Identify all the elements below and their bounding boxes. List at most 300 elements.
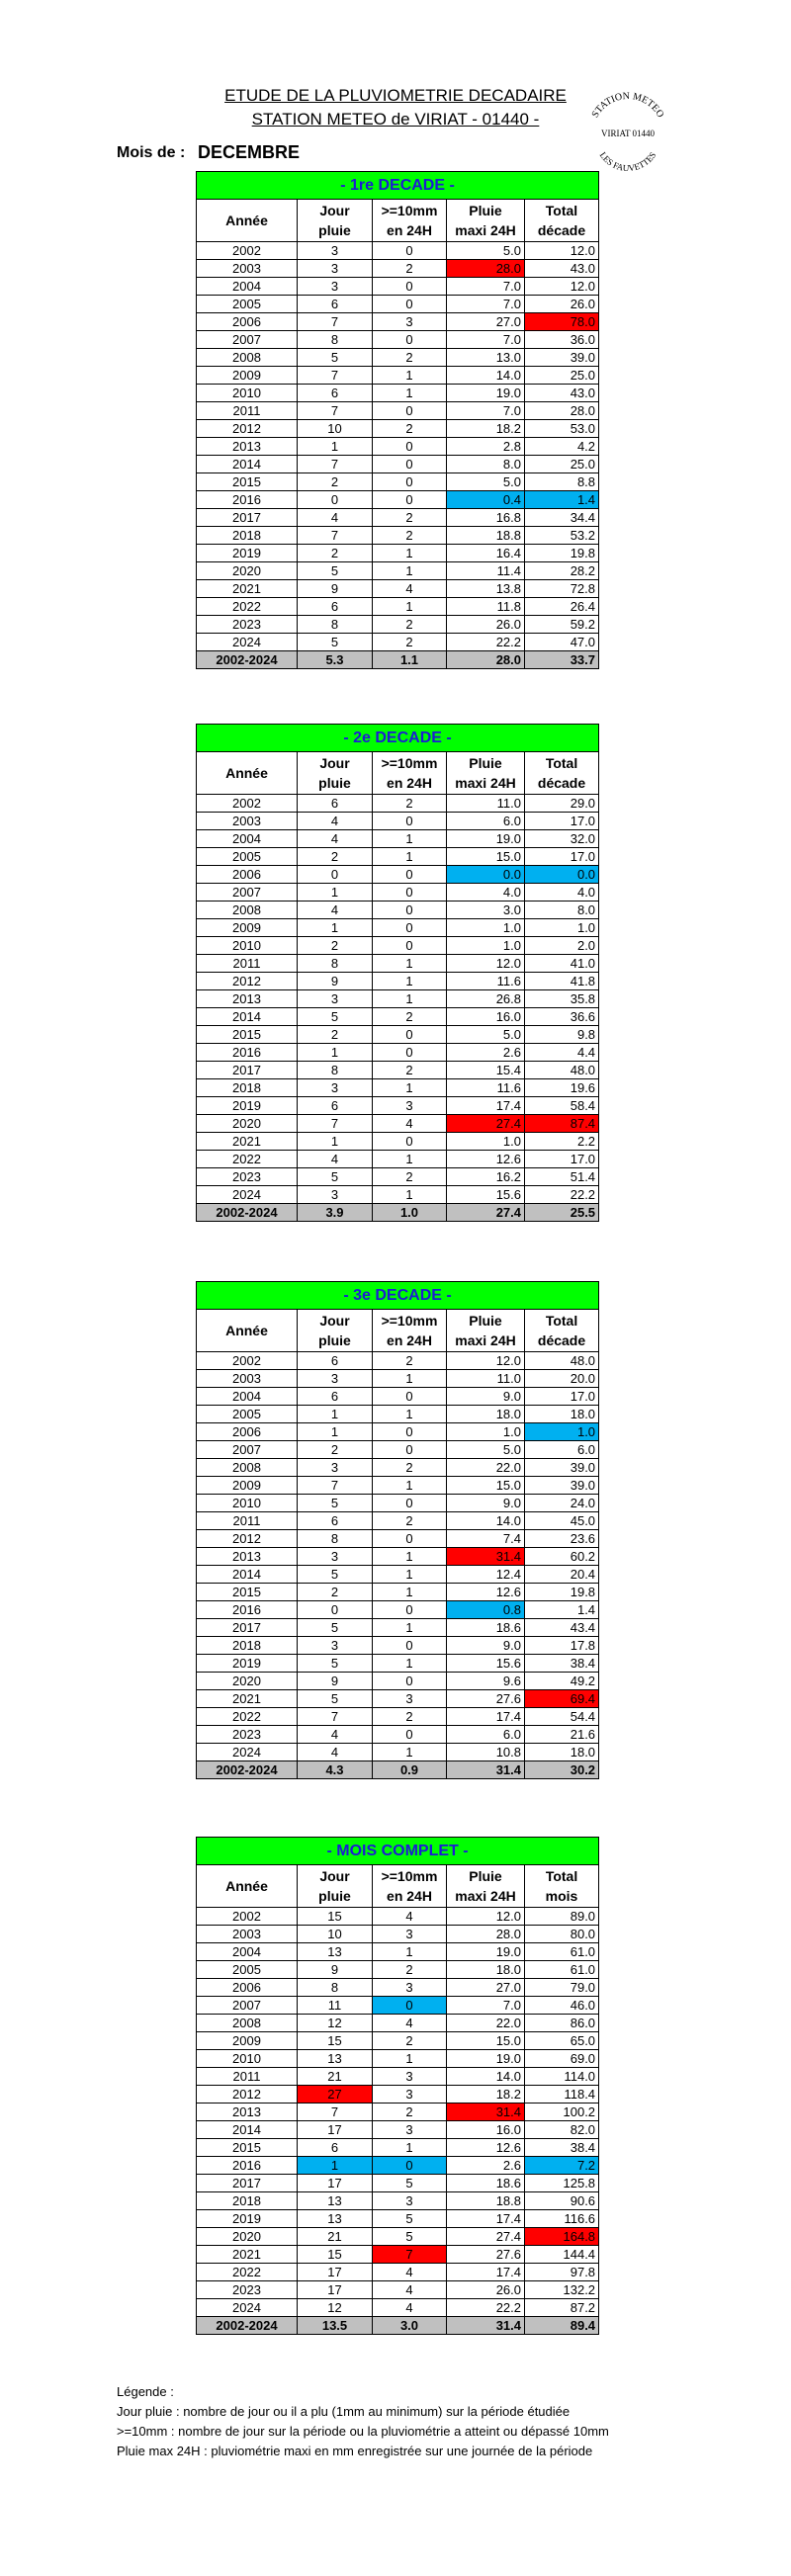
- cell-jour-pluie: 13: [298, 2050, 373, 2068]
- cell-pluie-max: 12.6: [447, 1584, 525, 1601]
- table-row: [197, 1133, 599, 1151]
- cell-ge-10mm: 0: [373, 296, 447, 313]
- table-row: [197, 349, 599, 367]
- cell-total: 118.4: [525, 2086, 599, 2104]
- cell-pluie-max: 7.0: [447, 296, 525, 313]
- header-total: [525, 752, 599, 795]
- table-row: [197, 1406, 599, 1423]
- cell-total: 17.0: [525, 848, 599, 866]
- cell-ge-10mm: 2: [373, 616, 447, 634]
- cell-ge-10mm: 0: [373, 491, 447, 509]
- cell-ge-10mm: 2: [373, 2032, 447, 2050]
- cell-pluie-max: 1.0: [447, 1133, 525, 1151]
- table-row: [197, 902, 599, 919]
- average-row: [197, 1204, 599, 1222]
- cell-ge-10mm: 3: [373, 2086, 447, 2104]
- table-row: [197, 2210, 599, 2228]
- header-jour-pluie: [298, 1865, 373, 1908]
- cell-jour-pluie: 21: [298, 2068, 373, 2086]
- table-row: [197, 884, 599, 902]
- cell-annee: 2009: [197, 367, 298, 385]
- cell-total: 18.0: [525, 1744, 599, 1761]
- cell-pluie-max: 26.0: [447, 616, 525, 634]
- cell-pluie-max: 9.0: [447, 1495, 525, 1512]
- cell-annee: 2015: [197, 1026, 298, 1044]
- cell-jour-pluie: 11: [298, 1997, 373, 2015]
- svg-text:VIRIAT 01440: VIRIAT 01440: [600, 129, 656, 138]
- cell-ge-10mm: 2: [373, 260, 447, 278]
- cell-total: 60.2: [525, 1548, 599, 1566]
- table-row: [197, 420, 599, 438]
- cell-annee: 2020: [197, 2228, 298, 2246]
- cell-annee: 2002: [197, 242, 298, 260]
- cell-total: 59.2: [525, 616, 599, 634]
- cell-pluie-max: 15.6: [447, 1186, 525, 1204]
- rain-table: [196, 171, 599, 669]
- table-row: [197, 848, 599, 866]
- cell-ge-10mm: 3: [373, 313, 447, 331]
- cell-total: 43.4: [525, 1619, 599, 1637]
- header-ge-10mm: [373, 1310, 447, 1352]
- cell-jour-pluie: 7: [298, 2104, 373, 2121]
- cell-total: 87.4: [525, 1115, 599, 1133]
- header-annee: [197, 200, 298, 242]
- cell-jour-pluie: 27: [298, 2086, 373, 2104]
- cell-annee: 2009: [197, 1477, 298, 1495]
- cell-total: 48.0: [525, 1352, 599, 1370]
- cell-annee: 2011: [197, 1512, 298, 1530]
- cell-total: 2.0: [525, 937, 599, 955]
- cell-pluie-max: 7.0: [447, 278, 525, 296]
- cell-pluie-max: 18.8: [447, 2192, 525, 2210]
- cell-ge-10mm: 0: [373, 937, 447, 955]
- cell-total: 90.6: [525, 2192, 599, 2210]
- table-row: [197, 1673, 599, 1690]
- cell-jour-pluie: 1: [298, 919, 373, 937]
- cell-ge-10mm: 4: [373, 2264, 447, 2281]
- cell-jour-pluie: 9: [298, 1673, 373, 1690]
- cell-ge-10mm: 0: [373, 1388, 447, 1406]
- header-total: [525, 1865, 599, 1908]
- cell-total: 116.6: [525, 2210, 599, 2228]
- cell-jour-pluie: 9: [298, 973, 373, 990]
- cell-total: 38.4: [525, 1655, 599, 1673]
- cell-jour-pluie: 10: [298, 420, 373, 438]
- legend: [117, 2382, 609, 2461]
- section-title: - 3e DECADE -: [197, 1282, 599, 1310]
- cell-pluie-max: 18.6: [447, 1619, 525, 1637]
- cell-annee: 2007: [197, 884, 298, 902]
- cell-annee: 2011: [197, 402, 298, 420]
- section-title: - 1re DECADE -: [197, 172, 599, 200]
- cell-jour-pluie: 0: [298, 491, 373, 509]
- cell-pluie-max: 15.6: [447, 1655, 525, 1673]
- table-row: [197, 1441, 599, 1459]
- cell-total: 0.0: [525, 866, 599, 884]
- cell-annee: 2015: [197, 2139, 298, 2157]
- cell-annee: 2024: [197, 1186, 298, 1204]
- table-row: [197, 1026, 599, 1044]
- cell-pluie-max: 13.0: [447, 349, 525, 367]
- cell-annee: 2010: [197, 1495, 298, 1512]
- cell-total: 19.8: [525, 1584, 599, 1601]
- table-row: [197, 598, 599, 616]
- cell-annee: 2003: [197, 1926, 298, 1943]
- cell-total: 47.0: [525, 634, 599, 651]
- cell-annee: 2006: [197, 866, 298, 884]
- cell-pluie-max: 6.0: [447, 1726, 525, 1744]
- cell-pluie-max: 12.6: [447, 2139, 525, 2157]
- cell-total: 69.0: [525, 2050, 599, 2068]
- cell-jour-pluie: 3: [298, 1459, 373, 1477]
- table-row: [197, 2299, 599, 2317]
- cell-annee: 2018: [197, 1637, 298, 1655]
- cell-ge-10mm: 2: [373, 1708, 447, 1726]
- cell-pluie-max: 12.6: [447, 1151, 525, 1168]
- cell-ge-10mm: 1: [373, 848, 447, 866]
- avg-cell-total: 33.7: [525, 651, 599, 669]
- cell-annee: 2011: [197, 955, 298, 973]
- cell-total: 17.0: [525, 1388, 599, 1406]
- table-row: [197, 1062, 599, 1079]
- cell-total: 19.8: [525, 545, 599, 562]
- cell-total: 61.0: [525, 1961, 599, 1979]
- cell-pluie-max: 1.0: [447, 1423, 525, 1441]
- cell-ge-10mm: 1: [373, 1079, 447, 1097]
- cell-total: 46.0: [525, 1997, 599, 2015]
- table-row: [197, 1044, 599, 1062]
- cell-jour-pluie: 3: [298, 1637, 373, 1655]
- cell-total: 17.0: [525, 1151, 599, 1168]
- cell-pluie-max: 15.4: [447, 1062, 525, 1079]
- table-row: [197, 1690, 599, 1708]
- cell-annee: 2010: [197, 937, 298, 955]
- header-pluie-max-line2: maxi 24H: [455, 1888, 516, 1904]
- cell-jour-pluie: 7: [298, 313, 373, 331]
- cell-ge-10mm: 4: [373, 2281, 447, 2299]
- cell-ge-10mm: 2: [373, 420, 447, 438]
- cell-pluie-max: 7.0: [447, 331, 525, 349]
- table-row: [197, 795, 599, 813]
- header-total-line2: décade: [537, 775, 586, 791]
- cell-pluie-max: 31.4: [447, 1548, 525, 1566]
- cell-total: 41.8: [525, 973, 599, 990]
- cell-jour-pluie: 7: [298, 456, 373, 473]
- header-total: [525, 200, 599, 242]
- cell-annee: 2022: [197, 598, 298, 616]
- cell-annee: 2016: [197, 2157, 298, 2175]
- cell-pluie-max: 22.0: [447, 2015, 525, 2032]
- cell-ge-10mm: 4: [373, 1115, 447, 1133]
- cell-jour-pluie: 2: [298, 1584, 373, 1601]
- table-row: [197, 1961, 599, 1979]
- cell-ge-10mm: 0: [373, 278, 447, 296]
- cell-jour-pluie: 10: [298, 1926, 373, 1943]
- table-row: [197, 1530, 599, 1548]
- table-row: [197, 1079, 599, 1097]
- cell-ge-10mm: 0: [373, 456, 447, 473]
- cell-pluie-max: 27.4: [447, 1115, 525, 1133]
- cell-annee: 2019: [197, 1097, 298, 1115]
- cell-total: 23.6: [525, 1530, 599, 1548]
- cell-jour-pluie: 6: [298, 1388, 373, 1406]
- cell-ge-10mm: 1: [373, 1584, 447, 1601]
- cell-annee: 2014: [197, 2121, 298, 2139]
- cell-total: 35.8: [525, 990, 599, 1008]
- cell-ge-10mm: 4: [373, 580, 447, 598]
- cell-ge-10mm: 0: [373, 1997, 447, 2015]
- header-pluie-max-line2: maxi 24H: [455, 1332, 516, 1348]
- cell-pluie-max: 16.2: [447, 1168, 525, 1186]
- cell-pluie-max: 19.0: [447, 1943, 525, 1961]
- cell-ge-10mm: 0: [373, 331, 447, 349]
- cell-ge-10mm: 1: [373, 367, 447, 385]
- cell-annee: 2002: [197, 1908, 298, 1926]
- header-jour-pluie-line2: pluie: [318, 1888, 351, 1904]
- cell-pluie-max: 1.0: [447, 919, 525, 937]
- cell-annee: 2022: [197, 2264, 298, 2281]
- cell-ge-10mm: 1: [373, 1186, 447, 1204]
- cell-total: 114.0: [525, 2068, 599, 2086]
- cell-pluie-max: 16.8: [447, 509, 525, 527]
- avg-cell-jour-pluie: 5.3: [298, 651, 373, 669]
- table-row: [197, 313, 599, 331]
- legend-line-1: Jour pluie : nombre de jour ou il a plu (1mm au minimum) sur la période étudiée: [117, 2404, 571, 2419]
- cell-total: 1.0: [525, 1423, 599, 1441]
- cell-jour-pluie: 1: [298, 2157, 373, 2175]
- cell-total: 12.0: [525, 242, 599, 260]
- table-row: [197, 2192, 599, 2210]
- header-annee-line1: Année: [225, 1878, 268, 1894]
- cell-ge-10mm: 1: [373, 1548, 447, 1566]
- cell-ge-10mm: 1: [373, 1151, 447, 1168]
- cell-ge-10mm: 1: [373, 990, 447, 1008]
- cell-annee: 2003: [197, 813, 298, 830]
- cell-total: 36.6: [525, 1008, 599, 1026]
- cell-jour-pluie: 2: [298, 473, 373, 491]
- cell-pluie-max: 11.4: [447, 562, 525, 580]
- cell-ge-10mm: 0: [373, 1044, 447, 1062]
- cell-total: 26.0: [525, 296, 599, 313]
- cell-ge-10mm: 1: [373, 1477, 447, 1495]
- cell-annee: 2015: [197, 1584, 298, 1601]
- header-ge-10mm-line1: >=10mm: [381, 1868, 438, 1884]
- table-row: [197, 1388, 599, 1406]
- cell-pluie-max: 5.0: [447, 242, 525, 260]
- avg-cell-jour-pluie: 3.9: [298, 1204, 373, 1222]
- table-row: [197, 1512, 599, 1530]
- cell-annee: 2023: [197, 1726, 298, 1744]
- cell-total: 39.0: [525, 1459, 599, 1477]
- cell-annee: 2008: [197, 349, 298, 367]
- header-pluie-max: [447, 1310, 525, 1352]
- cell-ge-10mm: 1: [373, 598, 447, 616]
- header-jour-pluie-line1: Jour: [319, 1868, 350, 1884]
- cell-jour-pluie: 9: [298, 1961, 373, 1979]
- avg-cell-annee: 2002-2024: [197, 1204, 298, 1222]
- table-row: [197, 491, 599, 509]
- cell-annee: 2017: [197, 509, 298, 527]
- table-row: [197, 634, 599, 651]
- cell-total: 4.4: [525, 1044, 599, 1062]
- cell-jour-pluie: 4: [298, 830, 373, 848]
- header-pluie-max: [447, 1865, 525, 1908]
- cell-pluie-max: 16.0: [447, 1008, 525, 1026]
- cell-total: 8.8: [525, 473, 599, 491]
- header-total-line2: décade: [537, 222, 586, 238]
- avg-cell-jour-pluie: 4.3: [298, 1761, 373, 1779]
- header-ge-10mm: [373, 1865, 447, 1908]
- cell-annee: 2014: [197, 1566, 298, 1584]
- table-row: [197, 580, 599, 598]
- header-total-line1: Total: [545, 755, 578, 771]
- cell-pluie-max: 5.0: [447, 473, 525, 491]
- cell-annee: 2018: [197, 1079, 298, 1097]
- cell-annee: 2024: [197, 1744, 298, 1761]
- cell-jour-pluie: 5: [298, 1495, 373, 1512]
- cell-pluie-max: 8.0: [447, 456, 525, 473]
- header-annee: [197, 752, 298, 795]
- cell-jour-pluie: 3: [298, 260, 373, 278]
- cell-annee: 2002: [197, 795, 298, 813]
- table-row: [197, 2228, 599, 2246]
- table-row: [197, 331, 599, 349]
- header-ge-10mm-line1: >=10mm: [381, 1313, 438, 1329]
- cell-ge-10mm: 5: [373, 2228, 447, 2246]
- cell-annee: 2017: [197, 2175, 298, 2192]
- cell-ge-10mm: 0: [373, 242, 447, 260]
- table-row: [197, 2139, 599, 2157]
- cell-annee: 2008: [197, 2015, 298, 2032]
- cell-total: 17.0: [525, 813, 599, 830]
- table-row: [197, 1370, 599, 1388]
- table-row: [197, 2104, 599, 2121]
- cell-jour-pluie: 7: [298, 1708, 373, 1726]
- cell-ge-10mm: 0: [373, 1423, 447, 1441]
- cell-total: 89.0: [525, 1908, 599, 1926]
- cell-annee: 2012: [197, 1530, 298, 1548]
- cell-ge-10mm: 0: [373, 1726, 447, 1744]
- cell-total: 80.0: [525, 1926, 599, 1943]
- cell-pluie-max: 22.2: [447, 2299, 525, 2317]
- cell-jour-pluie: 3: [298, 1548, 373, 1566]
- header-jour-pluie-line2: pluie: [318, 775, 351, 791]
- section-title: - 2e DECADE -: [197, 725, 599, 752]
- cell-jour-pluie: 8: [298, 1062, 373, 1079]
- cell-pluie-max: 6.0: [447, 813, 525, 830]
- cell-total: 132.2: [525, 2281, 599, 2299]
- cell-annee: 2010: [197, 385, 298, 402]
- header-ge-10mm-line2: en 24H: [387, 775, 432, 791]
- cell-pluie-max: 17.4: [447, 2210, 525, 2228]
- cell-jour-pluie: 13: [298, 2210, 373, 2228]
- avg-cell-ge-10mm: 3.0: [373, 2317, 447, 2335]
- cell-jour-pluie: 8: [298, 1979, 373, 1997]
- cell-pluie-max: 18.2: [447, 2086, 525, 2104]
- cell-ge-10mm: 3: [373, 1097, 447, 1115]
- cell-total: 25.0: [525, 456, 599, 473]
- cell-pluie-max: 17.4: [447, 2264, 525, 2281]
- cell-pluie-max: 26.8: [447, 990, 525, 1008]
- cell-total: 48.0: [525, 1062, 599, 1079]
- cell-pluie-max: 14.0: [447, 1512, 525, 1530]
- cell-jour-pluie: 0: [298, 1601, 373, 1619]
- header-pluie-max-line2: maxi 24H: [455, 222, 516, 238]
- cell-total: 82.0: [525, 2121, 599, 2139]
- cell-jour-pluie: 1: [298, 438, 373, 456]
- cell-total: 4.0: [525, 884, 599, 902]
- cell-ge-10mm: 2: [373, 1008, 447, 1026]
- cell-total: 164.8: [525, 2228, 599, 2246]
- cell-jour-pluie: 17: [298, 2281, 373, 2299]
- avg-cell-annee: 2002-2024: [197, 651, 298, 669]
- cell-total: 25.0: [525, 367, 599, 385]
- table-row: [197, 1943, 599, 1961]
- cell-ge-10mm: 4: [373, 2015, 447, 2032]
- cell-total: 78.0: [525, 313, 599, 331]
- cell-pluie-max: 3.0: [447, 902, 525, 919]
- cell-jour-pluie: 4: [298, 902, 373, 919]
- table-row: [197, 1459, 599, 1477]
- cell-annee: 2004: [197, 1388, 298, 1406]
- cell-annee: 2007: [197, 1997, 298, 2015]
- table-row: [197, 1908, 599, 1926]
- cell-annee: 2006: [197, 1423, 298, 1441]
- cell-total: 79.0: [525, 1979, 599, 1997]
- cell-pluie-max: 9.0: [447, 1388, 525, 1406]
- cell-total: 26.4: [525, 598, 599, 616]
- table-row: [197, 2246, 599, 2264]
- cell-total: 39.0: [525, 1477, 599, 1495]
- header-annee: [197, 1865, 298, 1908]
- cell-ge-10mm: 0: [373, 884, 447, 902]
- header-total: [525, 1310, 599, 1352]
- cell-annee: 2017: [197, 1619, 298, 1637]
- cell-jour-pluie: 6: [298, 795, 373, 813]
- cell-total: 39.0: [525, 349, 599, 367]
- cell-total: 65.0: [525, 2032, 599, 2050]
- cell-ge-10mm: 0: [373, 1441, 447, 1459]
- header-pluie-max: [447, 200, 525, 242]
- table-row: [197, 1115, 599, 1133]
- cell-pluie-max: 15.0: [447, 2032, 525, 2050]
- cell-ge-10mm: 1: [373, 1566, 447, 1584]
- cell-annee: 2020: [197, 1673, 298, 1690]
- table-row: [197, 866, 599, 884]
- table-row: [197, 616, 599, 634]
- table-row: [197, 278, 599, 296]
- title-line-2: STATION METEO de VIRIAT - 01440 -: [251, 110, 540, 129]
- cell-pluie-max: 11.0: [447, 795, 525, 813]
- cell-annee: 2007: [197, 1441, 298, 1459]
- cell-annee: 2010: [197, 2050, 298, 2068]
- cell-jour-pluie: 21: [298, 2228, 373, 2246]
- cell-jour-pluie: 1: [298, 884, 373, 902]
- header-ge-10mm-line2: en 24H: [387, 1888, 432, 1904]
- cell-pluie-max: 18.6: [447, 2175, 525, 2192]
- header-jour-pluie-line1: Jour: [319, 1313, 350, 1329]
- table-row: [197, 2121, 599, 2139]
- cell-annee: 2012: [197, 2086, 298, 2104]
- header-jour-pluie: [298, 200, 373, 242]
- table-row: [197, 2086, 599, 2104]
- cell-total: 53.2: [525, 527, 599, 545]
- cell-pluie-max: 7.0: [447, 402, 525, 420]
- table-row: [197, 1979, 599, 1997]
- cell-jour-pluie: 4: [298, 813, 373, 830]
- table-row: [197, 473, 599, 491]
- cell-annee: 2013: [197, 2104, 298, 2121]
